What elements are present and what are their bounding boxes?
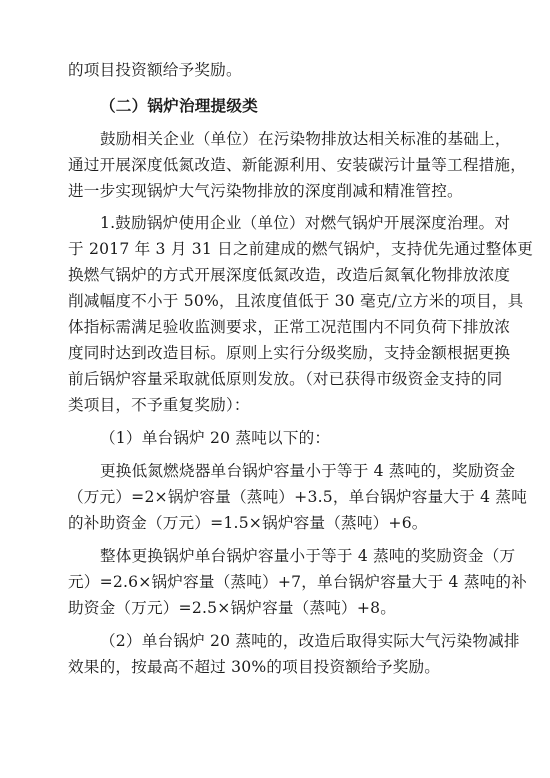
text-line-4: 通过开展深度低氮改造、新能源利用、安装碳污计量等工程措施， [68, 156, 527, 174]
text-line-9: 削减幅度不小于 50%，且浓度值低于 30 毫克/立方米的项目，具 [68, 292, 524, 310]
text-line-6: 1.鼓励锅炉使用企业（单位）对燃气锅炉开展深度治理。对 [100, 214, 511, 232]
text-line-5: 进一步实现锅炉大气污染物排放的深度削减和精准管控。 [68, 182, 463, 200]
text-line-12: 前后锅炉容量采取就低原则发放。（对已获得市级资金支持的同 [68, 370, 503, 388]
section-heading: （二）锅炉治理提级类 [100, 96, 258, 115]
text-line-21: （2）单台锅炉 20 蒸吨的，改造后取得实际大气污染物减排 [100, 632, 520, 650]
text-line-14: （1）单台锅炉 20 蒸吨以下的： [100, 429, 331, 447]
text-line-3: 鼓励相关企业（单位）在污染物排放达相关标准的基础上， [100, 130, 511, 148]
text-line-19: 元）=2.6×锅炉容量（蒸吨）+7，单台锅炉容量大于 4 蒸吨的补 [68, 573, 528, 591]
text-line-11: 度同时达到改造目标。原则上实行分级奖励，支持金额根据更换 [68, 344, 511, 362]
text-line-1: 的项目投资额给予奖励。 [68, 61, 242, 79]
text-line-22: 效果的，按最高不超过 30%的项目投资额给予奖励。 [68, 658, 441, 676]
text-line-8: 换燃气锅炉的方式开展深度低氮改造，改造后氮氧化物排放浓度 [68, 266, 511, 284]
text-line-16: （万元）=2×锅炉容量（蒸吨）+3.5，单台锅炉容量大于 4 蒸吨 [68, 488, 528, 506]
text-line-10: 体指标需满足验收监测要求，正常工况范围内不同负荷下排放浓 [68, 318, 511, 336]
text-line-20: 助资金（万元）=2.5×锅炉容量（蒸吨）+8。 [68, 599, 397, 617]
text-line-18: 整体更换锅炉单台锅炉容量小于等于 4 蒸吨的奖励资金（万 [100, 547, 516, 565]
text-line-13: 类项目，不予重复奖励）： [68, 396, 250, 414]
text-line-17: 的补助资金（万元）=1.5×锅炉容量（蒸吨）+6。 [68, 514, 428, 532]
text-line-7: 于 2017 年 3 月 31 日之前建成的燃气锅炉，支持优先通过整体更 [68, 240, 534, 258]
text-line-15: 更换低氮燃烧器单台锅炉容量小于等于 4 蒸吨的，奖励资金 [100, 462, 516, 480]
